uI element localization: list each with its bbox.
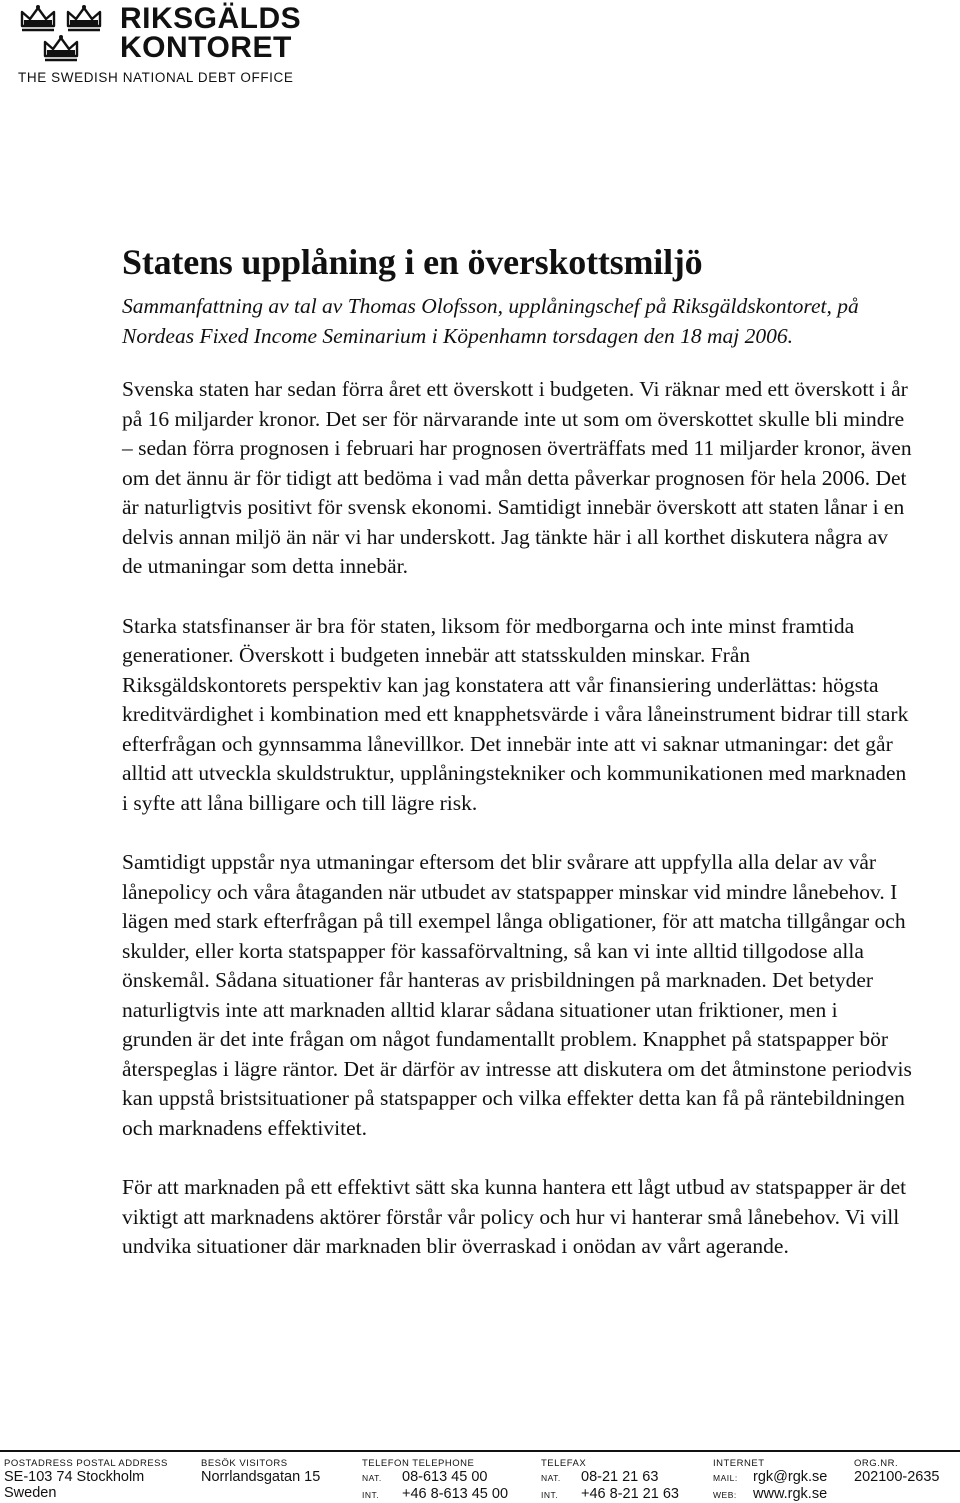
document-body bbox=[122, 240, 912, 1292]
footer-mail-label: MAIL: bbox=[713, 1471, 753, 1487]
footer-postal bbox=[4, 1458, 168, 1501]
document-title: Statens upplåning i en överskottsmiljö bbox=[122, 240, 912, 284]
footer-postal-line2: Sweden bbox=[4, 1486, 168, 1502]
org-name bbox=[120, 4, 301, 62]
three-crowns-icon bbox=[18, 4, 114, 64]
paragraph: För att marknaden på ett effektivt sätt ska kunna hantera ett lågt utbud av statspapper är det viktigt att marknadens aktörer förstår vår policy och hur vi hanterar små lånebehov. Vi vill undvika situationer där marknaden blir överraskad i onödan av vårt agerande. bbox=[122, 1173, 912, 1262]
footer-org bbox=[854, 1458, 939, 1486]
footer-fax-nat: 08-21 21 63 bbox=[581, 1469, 658, 1485]
footer-org-head: ORG.NR. bbox=[854, 1458, 939, 1470]
footer-fax-int: +46 8-21 21 63 bbox=[581, 1486, 679, 1502]
footer-fax-nat-label: NAT. bbox=[541, 1471, 581, 1487]
footer-visit bbox=[201, 1458, 320, 1486]
paragraph: Samtidigt uppstår nya utmaningar eftersom det blir svårare att uppfylla alla delar av vår lånepolicy och våra åtaganden när utbudet av statspapper minskar vid mindre lånebehov. I lägen med stark efterfrågan på till exempel långa obligationer, för att matcha tillgångar och skulder, eller korta statspapper för kassaförvaltning, så kan vi inte alltid tillgodose alla önskemål. Sådana situationer får hanteras av prisbildningen på marknaden. Det betyder naturligtvis inte att marknaden alltid klarar sådana situationer utan friktioner, men i grunden är det inte frågan om något fundamentallt problem. Knapphet på statspapper bör återspeglas i lägre räntor. Det är därför av intresse att diskutera om det åtminstone periodvis kan uppstå bristsituationer på statspapper och vilka effekter detta kan få på räntebildningen och marknadens effektivitet. bbox=[122, 848, 912, 1143]
footer-phone bbox=[362, 1458, 508, 1503]
org-name-line2: KONTORET bbox=[120, 33, 301, 62]
footer-fax-int-label: INT. bbox=[541, 1488, 581, 1503]
org-subtitle: THE SWEDISH NATIONAL DEBT OFFICE bbox=[18, 70, 293, 85]
footer-phone-int-label: INT. bbox=[362, 1488, 402, 1503]
footer-mail-link[interactable]: rgk@rgk.se bbox=[753, 1469, 827, 1485]
footer-fax-head: TELEFAX bbox=[541, 1458, 679, 1470]
paragraph: Svenska staten har sedan förra året ett överskott i budgeten. Vi räknar med ett överskott i år på 16 miljarder kronor. Det ser för närvarande inte ut som om överskottet skulle bli mindre – sedan förra prognosen i februari har prognosen överträffats med 11 miljarder kronor, även om det ännu är för tidigt att bedöma i vad mån detta påverkar prognosen för hela 2006. Det är naturligtvis positivt för svensk ekonomi. Samtidigt innebär överskott att staten lånar i en delvis annan miljö än när vi har underskott. Jag tänkte här i all korthet diskutera några av de utmaningar som detta innebär. bbox=[122, 375, 912, 582]
footer-postal-line1: SE-103 74 Stockholm bbox=[4, 1470, 168, 1486]
footer-visit-head: BESÖK VISITORS bbox=[201, 1458, 320, 1470]
footer-web-label: WEB: bbox=[713, 1488, 753, 1503]
footer-internet bbox=[713, 1458, 827, 1503]
footer-internet-head: INTERNET bbox=[713, 1458, 827, 1470]
footer-phone-head: TELEFON TELEPHONE bbox=[362, 1458, 508, 1470]
footer-phone-int: +46 8-613 45 00 bbox=[402, 1486, 508, 1502]
footer-web-link[interactable]: www.rgk.se bbox=[753, 1486, 827, 1502]
footer-visit-line1: Norrlandsgatan 15 bbox=[201, 1470, 320, 1486]
riksgalds-logo bbox=[18, 4, 318, 88]
footer-org-value: 202100-2635 bbox=[854, 1470, 939, 1486]
footer-phone-nat-label: NAT. bbox=[362, 1471, 402, 1487]
footer-phone-nat: 08-613 45 00 bbox=[402, 1469, 487, 1485]
footer bbox=[0, 1450, 960, 1502]
paragraph: Starka statsfinanser är bra för staten, liksom för medborgarna och inte minst framtida generationer. Överskott i budgeten innebär att statsskulden minskar. Från Riksgäldskontorets perspektiv kan jag konstatera att vår finansiering underlättas: högsta kreditvärdighet i kombination med ett knapphetsvärde i våra låneinstrument bidrar till stark efterfrågan och gynnsamma lånevillkor. Det innebär inte att vi saknar utmaningar: det går alltid att utveckla skuldstruktur, upplåningstekniker och kommunikationen med marknaden i syfte att låna billigare och till lägre risk. bbox=[122, 612, 912, 819]
document-summary: Sammanfattning av tal av Thomas Olofsson, upplåningschef på Riksgäldskontoret, på Nordeas Fixed Income Seminarium i Köpenhamn torsdagen den 18 maj 2006. bbox=[122, 292, 912, 351]
org-name-line1: RIKSGÄLDS bbox=[120, 4, 301, 33]
footer-fax bbox=[541, 1458, 679, 1503]
footer-postal-head: POSTADRESS POSTAL ADDRESS bbox=[4, 1458, 168, 1470]
